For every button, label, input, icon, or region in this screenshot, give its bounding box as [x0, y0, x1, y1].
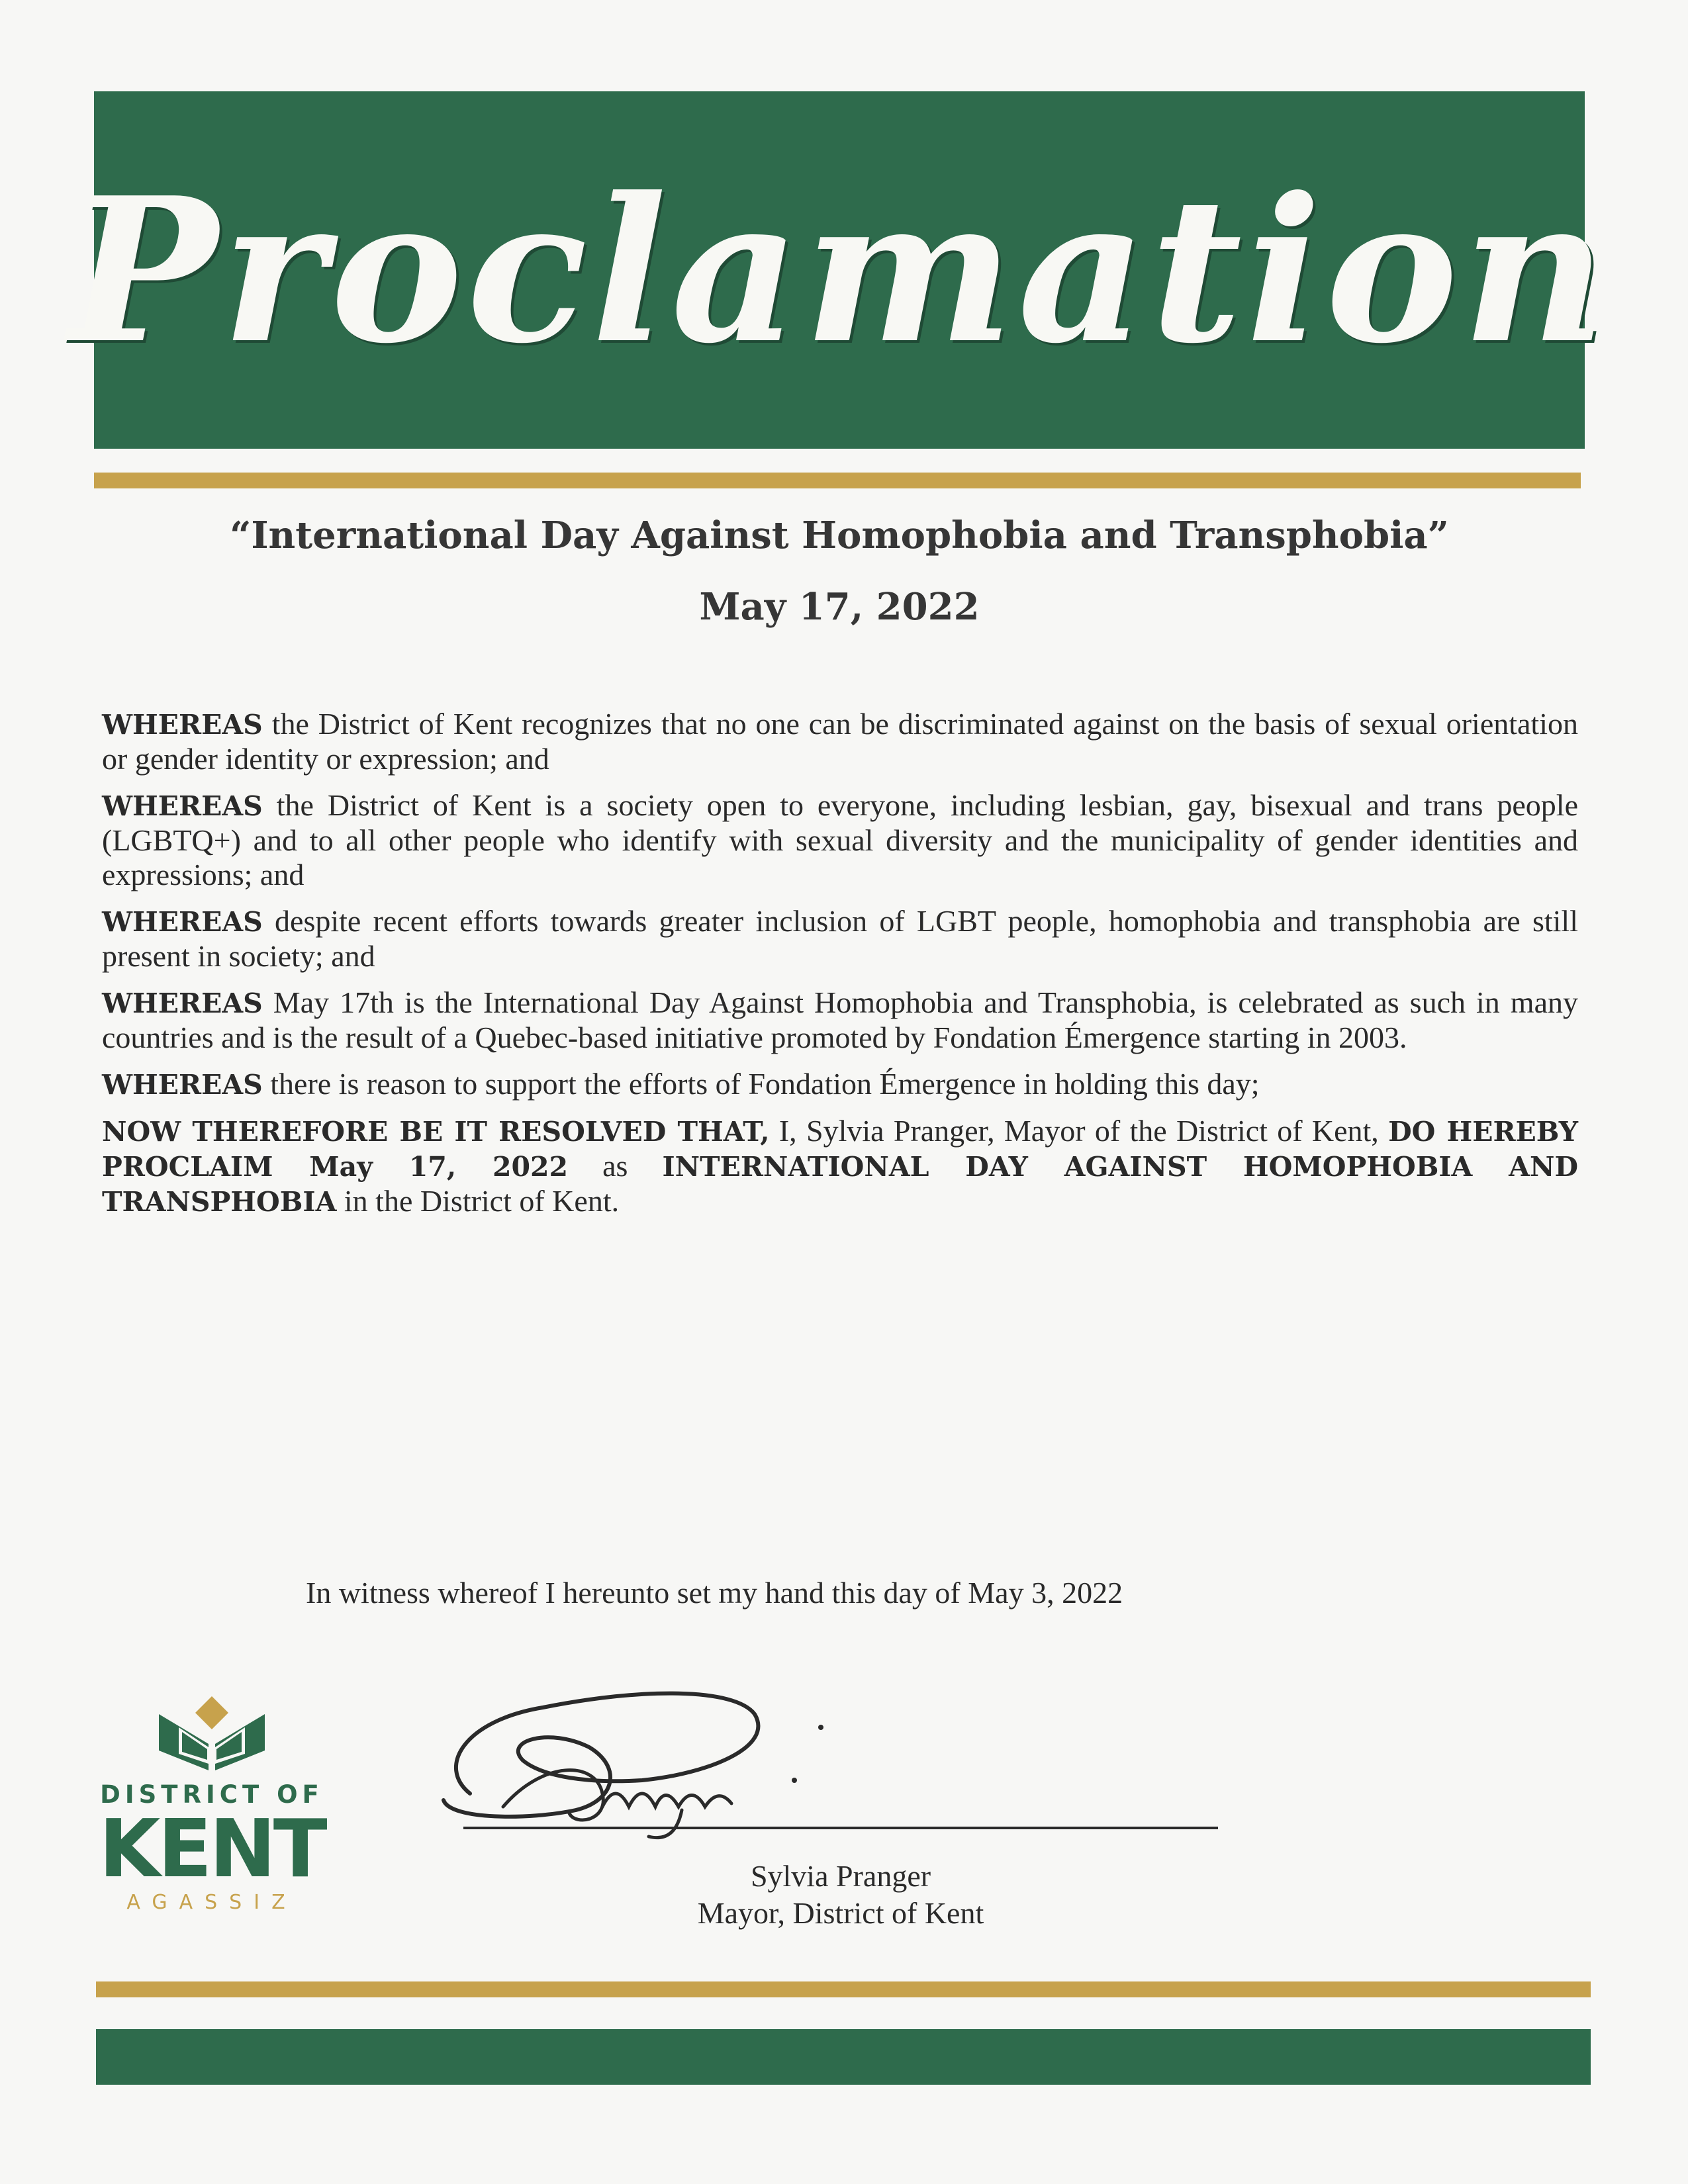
district-of-kent-logo [93, 1691, 331, 1916]
whereas-lead: WHEREAS [102, 709, 263, 741]
whereas-paragraph [102, 1067, 1578, 1102]
resolution-text: as [568, 1149, 663, 1183]
signer-name: Sylvia Pranger [750, 1859, 931, 1893]
whereas-text: the District of Kent recognizes that no one can be discriminated against on the basis of sexual orientation or gender identity or expression; and [102, 707, 1578, 776]
witness-line: In witness whereof I hereunto set my hand this day of May 3, 2022 [306, 1576, 1123, 1610]
gold-divider-top [94, 473, 1581, 488]
whereas-lead: WHEREAS [102, 987, 263, 1019]
resolution-proclaim: DO HEREBY PROCLAIM May 17, 2022 [102, 1116, 1578, 1183]
whereas-lead: WHEREAS [102, 1069, 263, 1101]
whereas-lead: WHEREAS [102, 906, 263, 938]
whereas-lead: WHEREAS [102, 790, 263, 822]
signer-title: Mayor, District of Kent [697, 1896, 984, 1930]
resolution-day-name: INTERNATIONAL DAY AGAINST HOMOPHOBIA AND TRANSPHOBIA [102, 1151, 1578, 1218]
whereas-text: the District of Kent is a society open to everyone, including lesbian, gay, bisexual and trans people (LGBTQ+) and to all other people who identify with sexual diversity and the municipality of gender identities and expressions; and [102, 788, 1578, 891]
resolution-text: in the District of Kent. [336, 1184, 620, 1218]
whereas-paragraph [102, 707, 1578, 776]
whereas-paragraph [102, 904, 1578, 974]
proclamation-body [102, 707, 1578, 1231]
resolution-paragraph [102, 1114, 1578, 1219]
proclamation-date: May 17, 2022 [699, 585, 980, 629]
whereas-text: there is reason to support the efforts of Fondation Émergence in holding this day; [262, 1067, 1260, 1101]
leaf-diamond-icon [156, 1691, 268, 1774]
logo-kent: KENT [99, 1803, 325, 1895]
gold-divider-bottom [96, 1981, 1591, 1997]
logo-district-of: DISTRICT OF [100, 1780, 324, 1809]
resolution-text: I, Sylvia Pranger, Mayor of the District of Kent, [769, 1114, 1389, 1148]
whereas-text: May 17th is the International Day Against Homophobia and Transphobia, is celebrated as such in many countries and is the result of a Quebec-based initiative promoted by Fondation Émergence starting in 2003. [102, 985, 1578, 1054]
mayor-signature [424, 1661, 834, 1846]
whereas-paragraph [102, 788, 1578, 892]
signature-line [463, 1827, 1218, 1829]
proclamation-title: “International Day Against Homophobia and Transphobia” [230, 514, 1449, 557]
green-footer-bar [96, 2029, 1591, 2085]
resolution-lead: NOW THEREFORE BE IT RESOLVED THAT, [102, 1116, 770, 1148]
whereas-paragraph [102, 985, 1578, 1055]
logo-agassiz: AGASSIZ [126, 1891, 297, 1914]
proclamation-banner [68, 91, 1611, 449]
banner-title: Proclamation [68, 153, 1611, 387]
whereas-text: despite recent efforts towards greater inclusion of LGBT people, homophobia and transphobia are still present in society; and [102, 904, 1578, 973]
